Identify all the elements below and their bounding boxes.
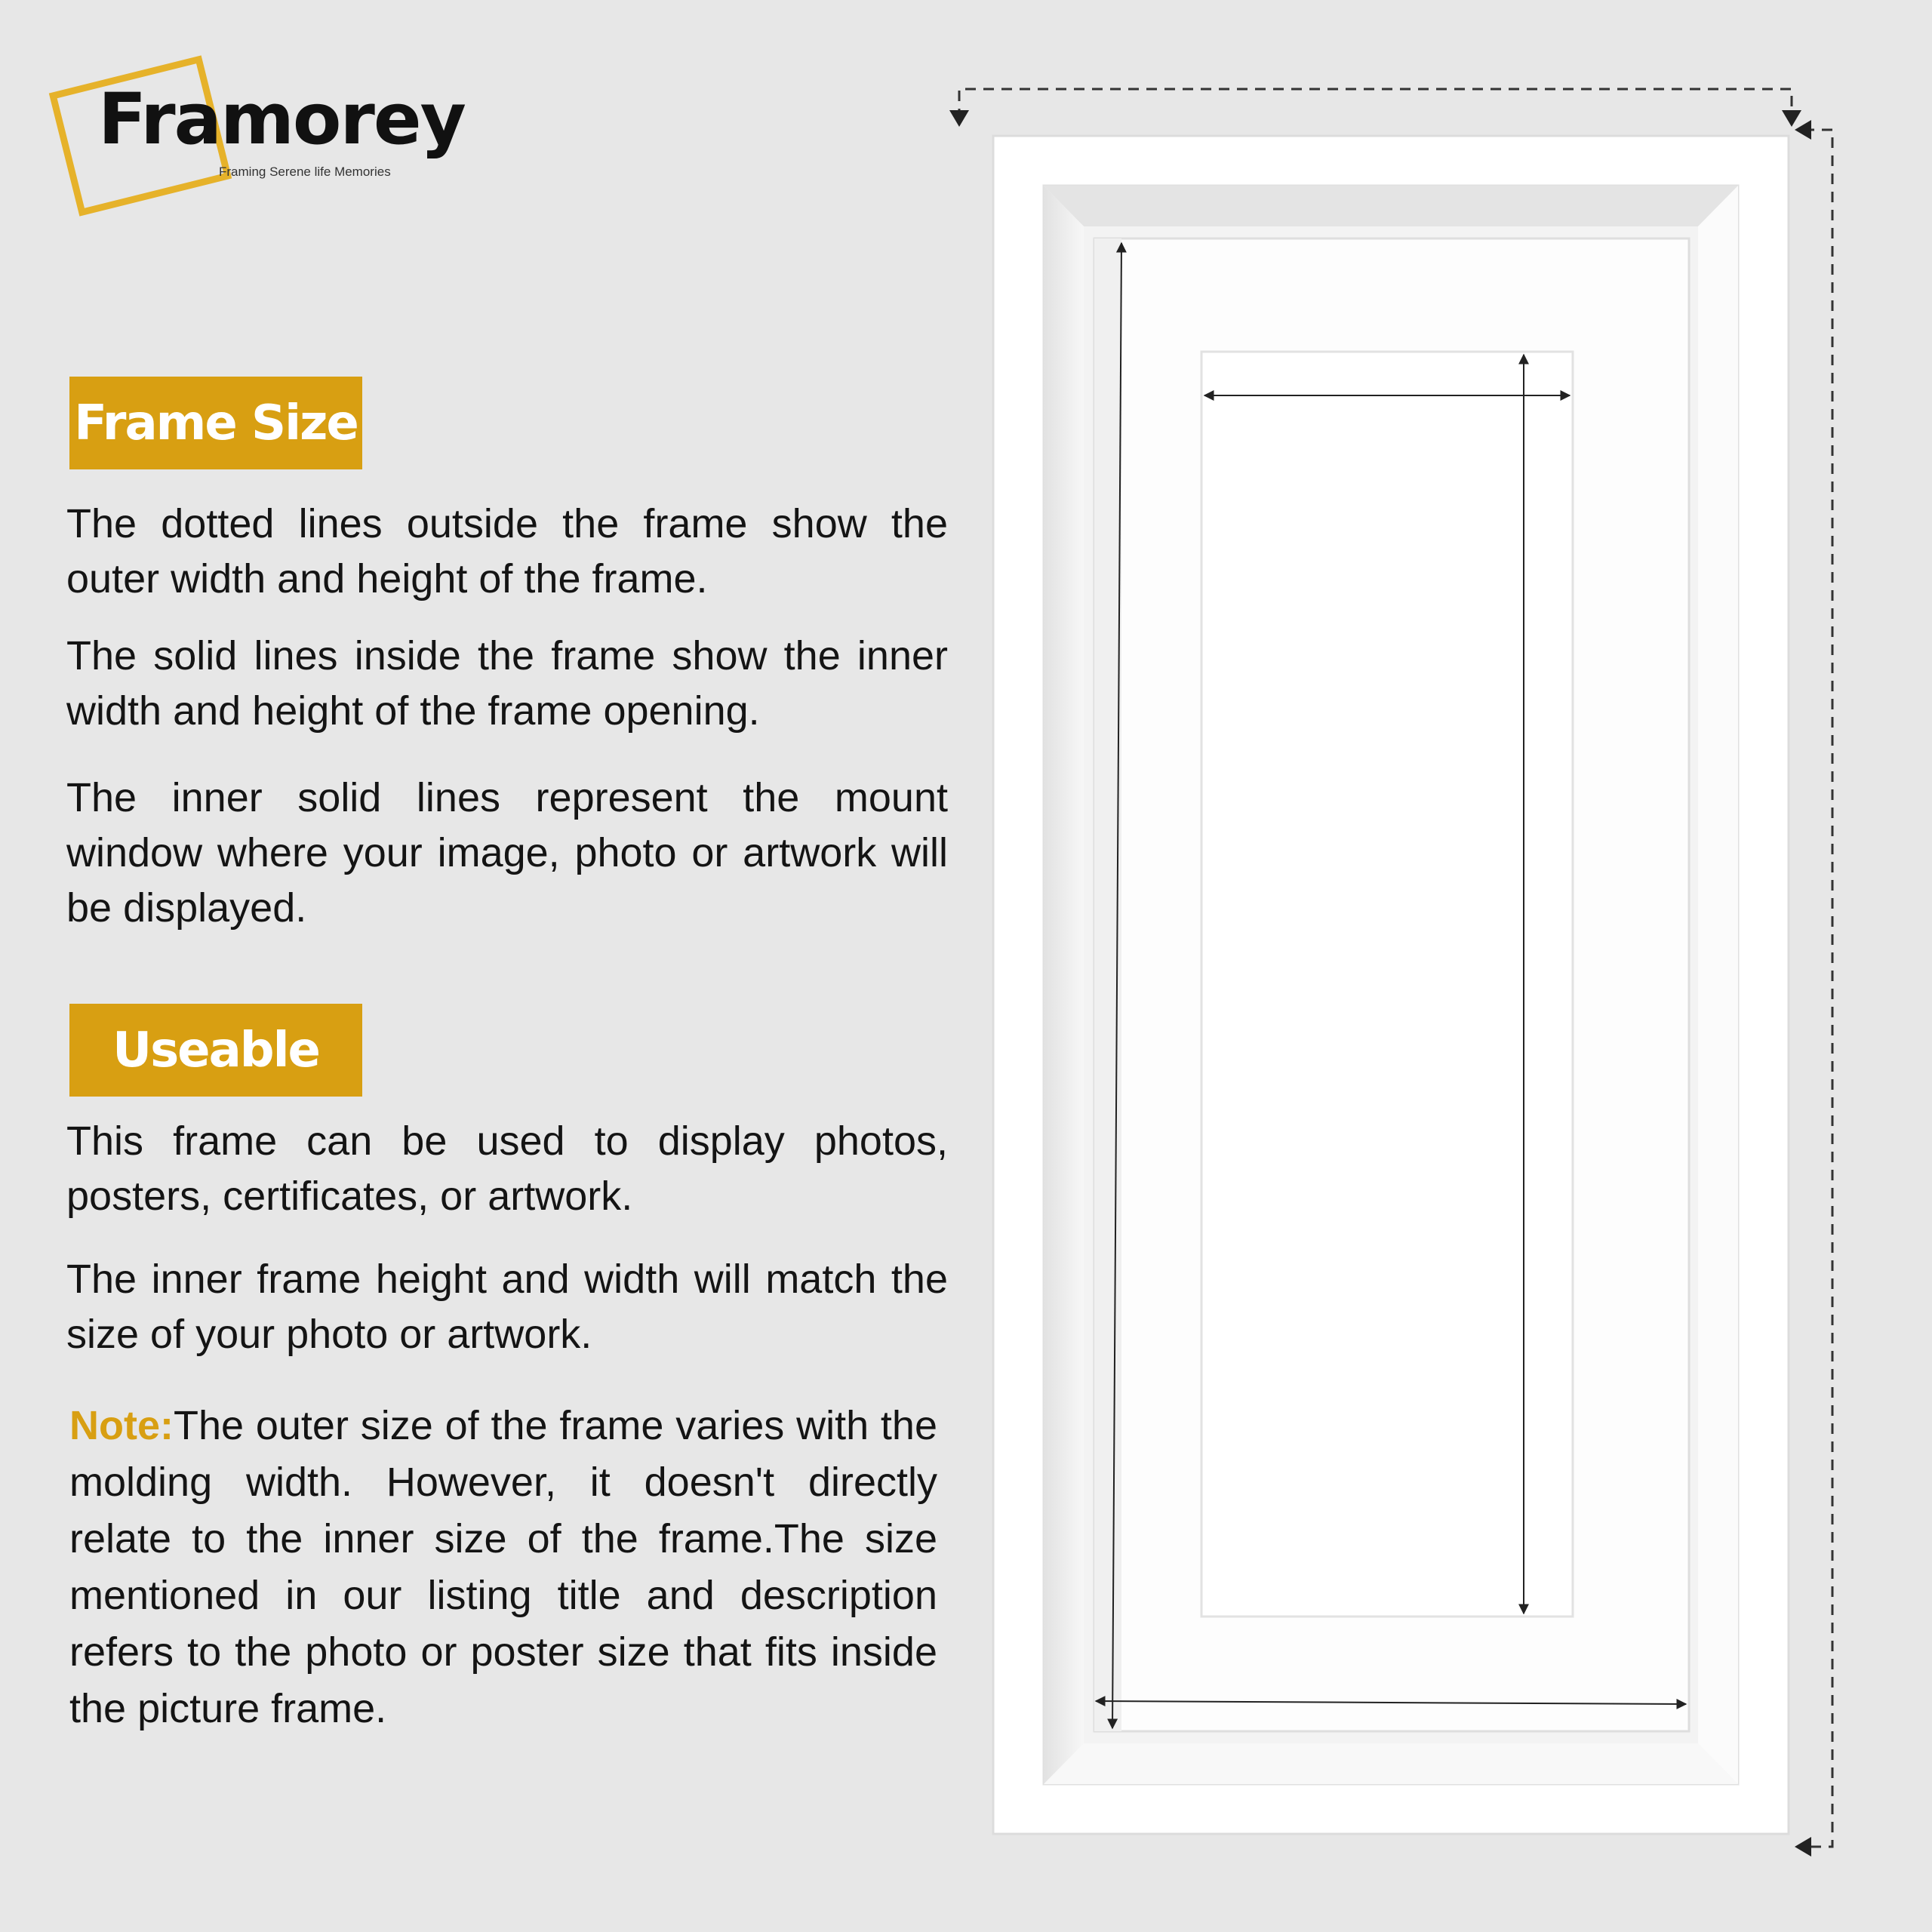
mount-board (1094, 238, 1689, 1731)
useable-heading: Useable (69, 1004, 362, 1097)
outer-width-arrow-right (1782, 110, 1801, 127)
outer-height-dotted-line (1804, 130, 1832, 1847)
mount-inner-shadow-left (1094, 238, 1121, 1731)
frame-size-paragraph-2: The solid lines inside the frame show the inner width and height of the frame opening. (66, 633, 948, 734)
bevel-top-shadow (1044, 186, 1738, 226)
frame-size-paragraph-3: The inner solid lines represent the mount window where your image, photo or artwork will be displayed. (66, 775, 948, 931)
note-paragraph (69, 1398, 937, 1737)
bevel-bottom-light (1044, 1743, 1738, 1784)
outer-width-arrow-left (949, 110, 969, 127)
mount-window (1201, 352, 1573, 1617)
frame-bevel (1044, 186, 1738, 1784)
useable-paragraph-1: This frame can be used to display photos, posters, certificates, or artwork. (66, 1118, 948, 1219)
useable-paragraph-2: The inner frame height and width will match the size of your photo or artwork. (66, 1257, 948, 1357)
bevel-right-light (1698, 186, 1738, 1784)
outer-height-arrow-bottom (1795, 1837, 1811, 1857)
frame-size-paragraph-1: The dotted lines outside the frame show the outer width and height of the frame. (66, 501, 948, 601)
opening-height-line (1112, 243, 1121, 1728)
brand-name: Framorey (98, 78, 465, 161)
note-text: The outer size of the frame varies with the molding width. However, it doesn't directly relate to the inner size of the frame.The size mentioned in our listing title and description refers to the photo or poster size that fits inside the picture frame. (69, 1403, 937, 1731)
note-label: Note: (69, 1403, 174, 1448)
opening-width-line (1096, 1701, 1686, 1704)
outer-height-arrow-top (1795, 120, 1811, 140)
outer-width-dotted-line (959, 89, 1792, 119)
frame-size-heading: Frame Size (69, 377, 362, 469)
brand-logo (53, 45, 465, 211)
bevel-left-shadow (1044, 186, 1084, 1784)
brand-tagline: Framing Serene life Memories (219, 165, 391, 179)
outer-frame (993, 136, 1789, 1834)
